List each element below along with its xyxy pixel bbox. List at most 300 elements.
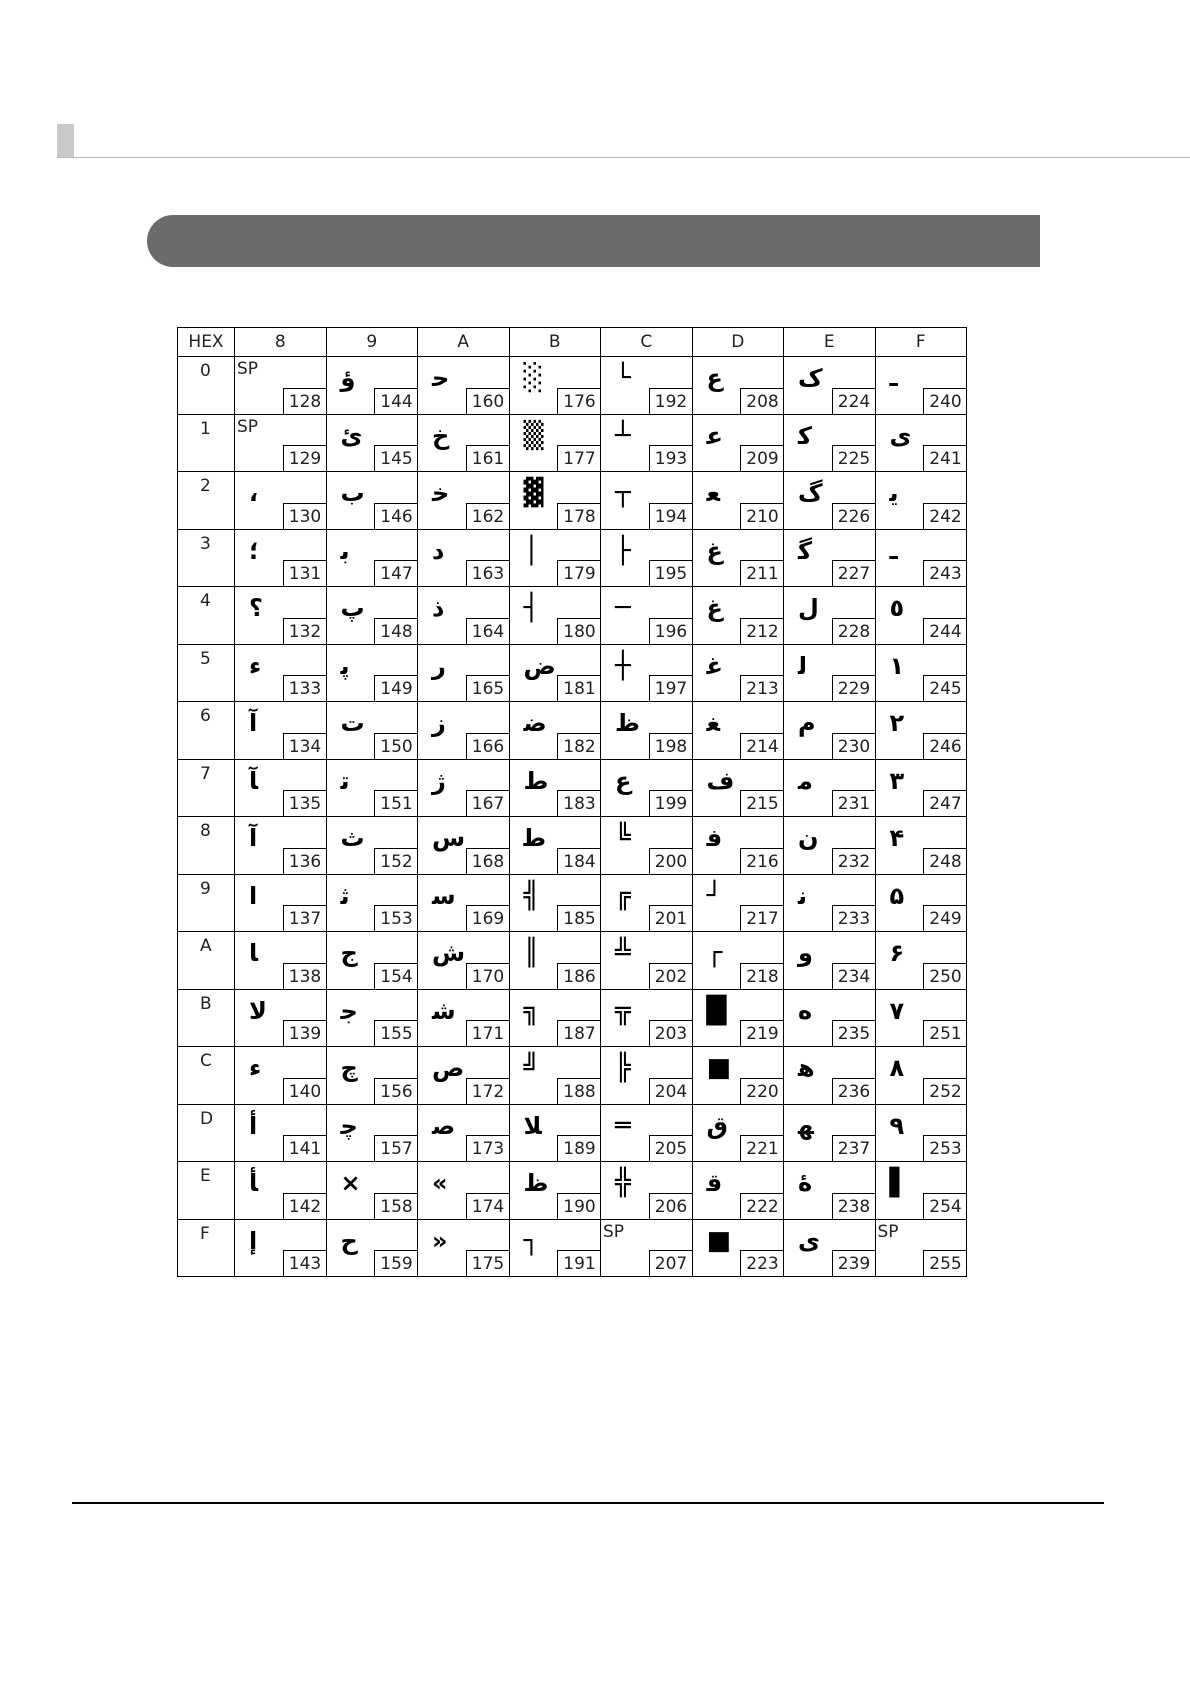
char-glyph: ﻣ <box>798 766 813 795</box>
table-row <box>178 989 967 1047</box>
decimal-code: 148 <box>374 618 418 645</box>
char-cell <box>509 1047 601 1105</box>
char-glyph: ی <box>889 421 912 450</box>
decimal-code: 221 <box>740 1135 784 1162</box>
char-cell <box>326 644 418 702</box>
row-hex-label: 4 <box>200 591 211 611</box>
decimal-code: 254 <box>923 1193 967 1220</box>
char-glyph: ک <box>798 364 823 392</box>
column-header: A <box>418 328 510 357</box>
char-cell <box>601 1047 693 1105</box>
char-cell <box>692 874 784 932</box>
decimal-code: 239 <box>832 1250 876 1277</box>
decimal-code: 205 <box>649 1135 693 1162</box>
char-cell <box>418 472 510 530</box>
decimal-code: 178 <box>557 503 601 530</box>
decimal-code: 201 <box>649 905 693 932</box>
decimal-code: 175 <box>466 1250 510 1277</box>
char-glyph: ░ <box>523 363 544 393</box>
char-glyph: ﮔ <box>798 536 812 565</box>
char-cell <box>601 1219 693 1277</box>
char-cell <box>418 1162 510 1220</box>
char-cell <box>692 587 784 645</box>
decimal-code: 181 <box>557 675 601 702</box>
decimal-code: 217 <box>740 905 784 932</box>
char-cell <box>601 644 693 702</box>
char-cell <box>418 644 510 702</box>
char-cell <box>326 357 418 415</box>
char-cell <box>692 1047 784 1105</box>
char-cell <box>418 1219 510 1277</box>
decimal-code: 229 <box>832 675 876 702</box>
char-cell <box>784 529 876 587</box>
table-row <box>178 587 967 645</box>
char-glyph: ط <box>523 766 549 795</box>
char-glyph: × <box>340 1169 361 1197</box>
char-glyph: ل <box>798 594 819 622</box>
table-row <box>178 1162 967 1220</box>
char-cell <box>418 817 510 875</box>
decimal-code: 200 <box>649 848 693 875</box>
char-cell <box>235 1104 327 1162</box>
decimal-code: 198 <box>649 733 693 760</box>
char-cell <box>784 414 876 472</box>
decimal-code: 235 <box>832 1020 876 1047</box>
char-glyph: ┤ <box>523 593 540 623</box>
char-glyph: ﻼ <box>523 1111 542 1140</box>
table-row <box>178 932 967 990</box>
decimal-code: 172 <box>466 1078 510 1105</box>
decimal-code: 225 <box>832 445 876 472</box>
char-cell <box>509 759 601 817</box>
row-hex-label: C <box>200 1051 212 1071</box>
char-cell <box>235 587 327 645</box>
char-cell <box>509 1104 601 1162</box>
row-hex-label: 2 <box>200 476 211 496</box>
decimal-code: 213 <box>740 675 784 702</box>
row-header <box>178 1219 235 1277</box>
char-cell <box>875 989 967 1047</box>
table-row <box>178 1047 967 1105</box>
char-cell <box>509 702 601 760</box>
decimal-code: 154 <box>374 963 418 990</box>
char-glyph: ظ <box>523 1169 549 1197</box>
row-hex-label: 7 <box>200 763 211 784</box>
char-glyph: ۲ <box>889 709 905 737</box>
char-cell <box>875 817 967 875</box>
decimal-code: 202 <box>649 963 693 990</box>
decimal-code: 247 <box>923 790 967 817</box>
char-cell <box>235 472 327 530</box>
char-cell <box>326 472 418 530</box>
char-cell <box>235 357 327 415</box>
char-glyph: ﺷ <box>432 996 456 1025</box>
char-glyph: ﺑ <box>340 536 350 565</box>
char-cell <box>875 644 967 702</box>
char-cell <box>784 644 876 702</box>
char-cell <box>601 414 693 472</box>
char-cell <box>784 932 876 990</box>
char-glyph: ٥ <box>889 594 905 622</box>
decimal-code: 143 <box>283 1250 327 1277</box>
char-cell <box>235 932 327 990</box>
decimal-code: 208 <box>740 388 784 415</box>
row-header <box>178 874 235 932</box>
decimal-code: 165 <box>466 675 510 702</box>
char-glyph: ﺛ <box>340 881 350 910</box>
char-glyph: ﭘ <box>340 651 350 680</box>
char-glyph: و <box>798 939 813 967</box>
char-glyph: ﯾ <box>889 479 899 507</box>
decimal-code: 248 <box>923 848 967 875</box>
char-glyph: ﻐ <box>706 709 721 737</box>
decimal-code: 193 <box>649 445 693 472</box>
row-hex-label: 6 <box>200 706 211 726</box>
char-cell <box>692 759 784 817</box>
char-cell <box>509 1162 601 1220</box>
char-cell <box>692 472 784 530</box>
char-cell <box>875 529 967 587</box>
char-glyph: ۸ <box>889 1054 905 1082</box>
char-glyph: ۱ <box>889 651 905 680</box>
decimal-code: 153 <box>374 905 418 932</box>
char-glyph: گ <box>798 479 823 507</box>
char-glyph: ی <box>798 1226 820 1255</box>
char-cell <box>509 932 601 990</box>
decimal-code: 173 <box>466 1135 510 1162</box>
decimal-code: 160 <box>466 388 510 415</box>
char-cell <box>692 644 784 702</box>
char-cell <box>418 759 510 817</box>
char-cell <box>235 989 327 1047</box>
char-cell <box>418 874 510 932</box>
column-header: F <box>875 328 967 357</box>
char-cell <box>601 759 693 817</box>
char-cell <box>326 1162 418 1220</box>
char-glyph: ء <box>249 651 262 680</box>
char-cell <box>418 529 510 587</box>
char-cell <box>692 817 784 875</box>
char-cell <box>326 1104 418 1162</box>
char-cell <box>784 1219 876 1277</box>
decimal-code: 203 <box>649 1020 693 1047</box>
decimal-code: 245 <box>923 675 967 702</box>
char-glyph: غ <box>706 536 723 565</box>
char-glyph: ا <box>249 881 258 910</box>
decimal-code: 133 <box>283 675 327 702</box>
char-cell <box>509 1219 601 1277</box>
decimal-code: 231 <box>832 790 876 817</box>
decimal-code: 167 <box>466 790 510 817</box>
char-glyph: ╚ <box>615 823 631 853</box>
char-cell <box>509 644 601 702</box>
decimal-code: 199 <box>649 790 693 817</box>
char-cell <box>326 587 418 645</box>
char-cell <box>418 989 510 1047</box>
decimal-code: 234 <box>832 963 876 990</box>
char-cell <box>784 1047 876 1105</box>
row-hex-label: 9 <box>200 878 211 899</box>
decimal-code: 171 <box>466 1020 510 1047</box>
char-glyph: SP <box>237 359 259 379</box>
char-cell <box>692 1219 784 1277</box>
decimal-code: 249 <box>923 905 967 932</box>
decimal-code: 195 <box>649 560 693 587</box>
char-glyph: ﺂ <box>249 766 259 795</box>
char-glyph: ن <box>798 824 819 852</box>
row-hex-label: 5 <box>200 648 211 669</box>
decimal-code: 142 <box>283 1193 327 1220</box>
decimal-code: 207 <box>649 1250 693 1277</box>
char-glyph: ﭼ <box>340 1111 358 1140</box>
char-glyph: ض <box>523 651 556 680</box>
char-glyph: █ <box>706 995 727 1026</box>
char-cell <box>692 702 784 760</box>
decimal-code: 145 <box>374 445 418 472</box>
table-row <box>178 874 967 932</box>
decimal-code: 134 <box>283 733 327 760</box>
char-cell <box>418 1047 510 1105</box>
char-glyph: ■ <box>706 1053 732 1083</box>
decimal-code: 243 <box>923 560 967 587</box>
table-row <box>178 472 967 530</box>
decimal-code: 147 <box>374 560 418 587</box>
char-cell <box>784 1104 876 1162</box>
char-glyph: ه <box>798 996 813 1025</box>
char-cell <box>875 414 967 472</box>
char-glyph: ┐ <box>523 1225 540 1256</box>
char-cell <box>601 529 693 587</box>
decimal-code: 139 <box>283 1020 327 1047</box>
row-hex-label: 8 <box>200 821 211 841</box>
decimal-code: 146 <box>374 503 418 530</box>
char-glyph: ۵ <box>889 881 905 910</box>
char-glyph: ﻧ <box>798 881 808 910</box>
decimal-code: 163 <box>466 560 510 587</box>
decimal-code: 233 <box>832 905 876 932</box>
char-cell <box>601 932 693 990</box>
decimal-code: 162 <box>466 503 510 530</box>
decimal-code: 129 <box>283 445 327 472</box>
decimal-code: 155 <box>374 1020 418 1047</box>
char-glyph: آ <box>249 709 258 737</box>
char-glyph: أ <box>249 1111 258 1140</box>
char-glyph: ﺄ <box>249 1169 259 1197</box>
decimal-code: 232 <box>832 848 876 875</box>
decimal-code: 189 <box>557 1135 601 1162</box>
row-hex-label: 1 <box>200 418 211 439</box>
char-cell <box>875 357 967 415</box>
char-cell <box>784 759 876 817</box>
char-cell <box>326 529 418 587</box>
char-glyph: ﺳ <box>432 881 456 910</box>
char-glyph: ┘ <box>706 880 723 911</box>
char-glyph: ╝ <box>523 1053 540 1083</box>
hex-corner-header: HEX <box>178 328 235 357</box>
decimal-code: 128 <box>283 388 327 415</box>
char-glyph: ۹ <box>889 1111 905 1140</box>
char-glyph: ║ <box>523 938 540 968</box>
char-cell <box>784 874 876 932</box>
decimal-code: 219 <box>740 1020 784 1047</box>
char-glyph: ش <box>432 939 466 967</box>
decimal-code: 137 <box>283 905 327 932</box>
decimal-code: 180 <box>557 618 601 645</box>
char-glyph: ۳ <box>889 766 905 795</box>
char-glyph: » <box>432 1226 448 1255</box>
decimal-code: 242 <box>923 503 967 530</box>
decimal-code: 164 <box>466 618 510 645</box>
decimal-code: 188 <box>557 1078 601 1105</box>
decimal-code: 185 <box>557 905 601 932</box>
char-glyph: م <box>798 709 816 737</box>
char-cell <box>875 1219 967 1277</box>
decimal-code: 161 <box>466 445 510 472</box>
char-cell <box>601 1162 693 1220</box>
decimal-code: 238 <box>832 1193 876 1220</box>
char-cell <box>235 414 327 472</box>
decimal-code: 211 <box>740 560 784 587</box>
decimal-code: 157 <box>374 1135 418 1162</box>
decimal-code: 140 <box>283 1078 327 1105</box>
char-cell <box>784 357 876 415</box>
char-cell <box>784 472 876 530</box>
char-glyph: ═ <box>615 1110 631 1141</box>
char-glyph: ﻓ <box>706 824 723 852</box>
column-header: C <box>601 328 693 357</box>
char-cell <box>692 1162 784 1220</box>
decimal-code: 241 <box>923 445 967 472</box>
decimal-code: 183 <box>557 790 601 817</box>
char-glyph: ﺟ <box>340 996 358 1025</box>
decimal-code: 177 <box>557 445 601 472</box>
char-cell <box>235 1219 327 1277</box>
char-cell <box>235 1162 327 1220</box>
row-header <box>178 529 235 587</box>
decimal-code: 194 <box>649 503 693 530</box>
char-glyph: ╬ <box>615 1168 631 1198</box>
table-row <box>178 529 967 587</box>
char-cell <box>235 759 327 817</box>
decimal-code: 136 <box>283 848 327 875</box>
decimal-code: 237 <box>832 1135 876 1162</box>
decimal-code: 236 <box>832 1078 876 1105</box>
section-title-bar <box>147 215 1040 267</box>
char-glyph: ؛ <box>249 536 259 565</box>
decimal-code: 251 <box>923 1020 967 1047</box>
decimal-code: 210 <box>740 503 784 530</box>
char-glyph: ﻫ <box>798 1054 815 1082</box>
decimal-code: 224 <box>832 388 876 415</box>
char-cell <box>509 414 601 472</box>
table-header-row <box>178 328 967 357</box>
char-cell <box>601 817 693 875</box>
char-glyph: ┌ <box>706 938 723 968</box>
decimal-code: 179 <box>557 560 601 587</box>
char-glyph: « <box>432 1169 448 1197</box>
char-cell <box>418 932 510 990</box>
decimal-code: 223 <box>740 1250 784 1277</box>
char-cell <box>326 874 418 932</box>
decimal-code: 255 <box>923 1250 967 1277</box>
decimal-code: 149 <box>374 675 418 702</box>
decimal-code: 220 <box>740 1078 784 1105</box>
decimal-code: 192 <box>649 388 693 415</box>
char-glyph: ﺎ <box>249 939 259 967</box>
char-cell <box>509 989 601 1047</box>
char-glyph: ﺿ <box>523 709 547 737</box>
decimal-code: 204 <box>649 1078 693 1105</box>
char-cell <box>601 874 693 932</box>
char-cell <box>235 874 327 932</box>
char-glyph: إ <box>249 1226 258 1255</box>
char-cell <box>692 989 784 1047</box>
decimal-code: 135 <box>283 790 327 817</box>
char-glyph: ـ <box>889 536 898 565</box>
decimal-code: 169 <box>466 905 510 932</box>
decimal-code: 191 <box>557 1250 601 1277</box>
char-glyph: ■ <box>706 1225 732 1256</box>
char-cell <box>875 932 967 990</box>
char-cell <box>418 702 510 760</box>
decimal-code: 240 <box>923 388 967 415</box>
char-cell <box>235 817 327 875</box>
char-cell <box>692 414 784 472</box>
char-glyph: ث <box>340 824 365 852</box>
char-cell <box>509 587 601 645</box>
char-glyph: ├ <box>615 535 631 566</box>
char-glyph: ╠ <box>615 1053 631 1083</box>
char-cell <box>509 529 601 587</box>
char-cell <box>784 1162 876 1220</box>
row-header <box>178 587 235 645</box>
char-glyph: ﮐ <box>798 421 812 450</box>
char-cell <box>418 414 510 472</box>
table-body <box>178 357 967 1277</box>
char-cell <box>875 1162 967 1220</box>
decimal-code: 166 <box>466 733 510 760</box>
char-cell <box>326 759 418 817</box>
char-cell <box>784 587 876 645</box>
row-hex-label: D <box>200 1108 214 1129</box>
decimal-code: 187 <box>557 1020 601 1047</box>
char-glyph: ╣ <box>523 880 540 911</box>
char-cell <box>692 529 784 587</box>
char-glyph: ؤ <box>340 364 356 392</box>
char-glyph: ﻻ <box>249 996 267 1025</box>
row-header <box>178 702 235 760</box>
char-cell <box>601 1104 693 1162</box>
char-glyph: ﺣ <box>432 364 450 392</box>
char-cell <box>692 932 784 990</box>
char-glyph: ﻟ <box>798 651 808 680</box>
row-hex-label: A <box>200 936 212 956</box>
decimal-code: 144 <box>374 388 418 415</box>
section-marker <box>57 124 74 158</box>
char-cell <box>875 1047 967 1105</box>
decimal-code: 190 <box>557 1193 601 1220</box>
char-glyph: ﺧ <box>432 479 450 507</box>
char-cell <box>235 702 327 760</box>
decimal-code: 182 <box>557 733 601 760</box>
char-glyph: ف <box>706 766 735 795</box>
char-glyph: ﻃ <box>523 824 547 852</box>
char-cell <box>509 472 601 530</box>
char-glyph: ╦ <box>615 995 631 1026</box>
decimal-code: 186 <box>557 963 601 990</box>
char-glyph: د <box>432 536 445 565</box>
char-cell <box>326 817 418 875</box>
